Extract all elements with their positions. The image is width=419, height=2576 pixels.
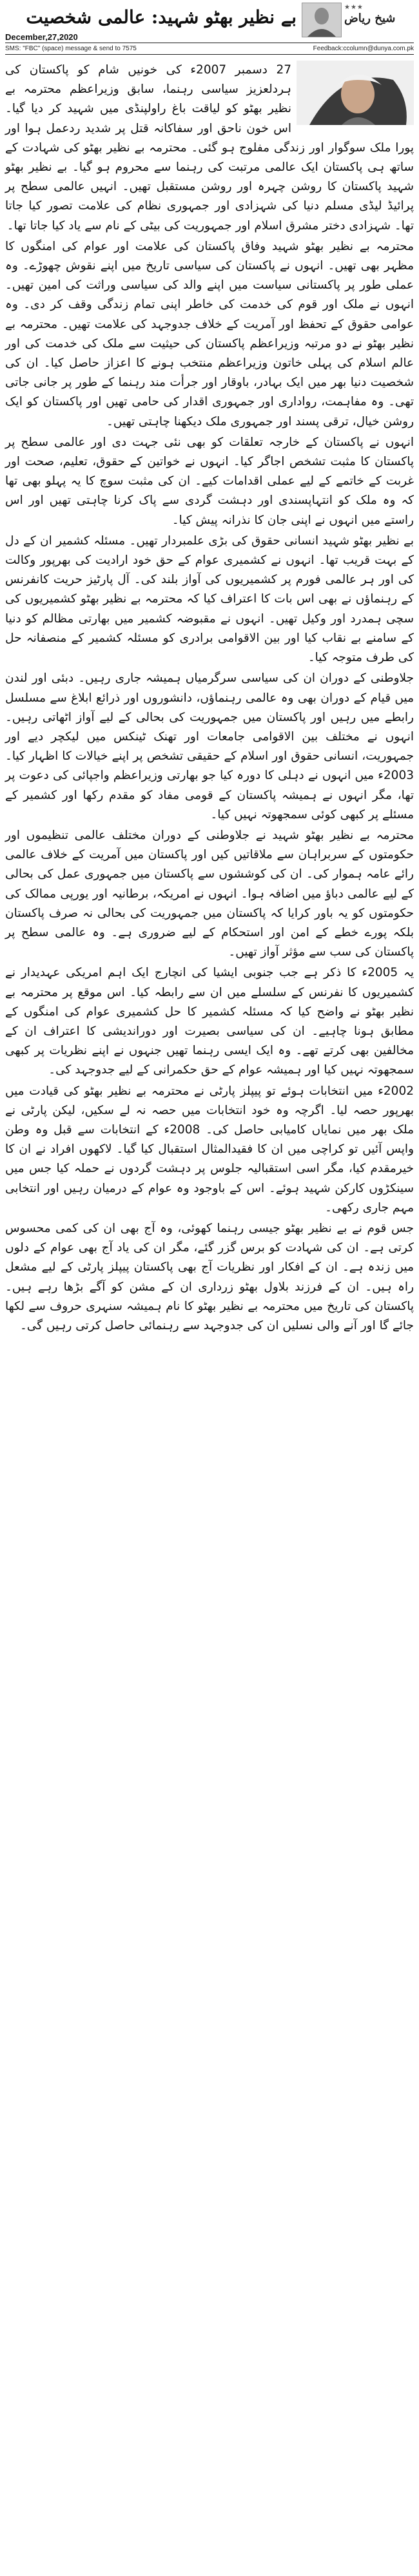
- author-photo-image: [302, 3, 341, 37]
- article-paragraph: بے نظیر بھٹو شہید انسانی حقوق کی بڑی علمبردار تھیں۔ مسئلہ کشمیر ان کے دل کے بہت قریب تھا۔ انہوں نے کشمیری عوام کے حق خود ارادیت کی بھرپور وکالت کی اور ہر عالمی فورم پر کشمیریوں کی آواز بلند کی۔ آل پارٹیز حریت کانفرنس کے رہنماؤں نے بھی اس بات کا اعتراف کیا کہ محترمہ بے نظیر بھٹو کشمیریوں کی سچی ہمدرد اور وکیل تھیں۔ انہوں نے مقبوضہ کشمیر میں بھارتی مظالم کو دنیا کے سامنے بے نقاب کیا اور بین الاقوامی برادری کو مسئلہ کشمیر کے منصفانہ حل کی طرف متوجہ کیا۔: [5, 533, 414, 665]
- article-paragraph: محترمہ بے نظیر بھٹو شہید نے جلاوطنی کے دوران مختلف عالمی تنظیموں اور حکومتوں کے سربراہان سے ملاقاتیں کیں اور پاکستان میں آمریت کے خلاف عالمی رائے عامہ ہموار کی۔ ان کی کوششوں سے پاکستان میں جمہوری عمل کی بحالی کے لیے عالمی دباؤ میں اضافہ ہوا۔ انہوں نے امریکہ، برطانیہ اور یورپی ممالک کی حکومتوں کو یہ باور کرایا کہ پاکستان میں جمہوریت کی بحالی نہ صرف پاکستان بلکہ پورے خطے کے امن اور استحکام کے لیے ضروری ہے۔ وہ عالمی سطح پر پاکستان کی سب سے مؤثر آواز تھیں۔: [5, 828, 414, 959]
- article-paragraph: 2002ء میں انتخابات ہوئے تو پیپلز پارٹی نے محترمہ بے نظیر بھٹو کی قیادت میں بھرپور حصہ لیا۔ اگرچہ وہ خود انتخابات میں حصہ نہ لے سکیں، لیکن پارٹی نے ملک بھر میں نمایاں کامیابی حاصل کی۔ 2008ء کے انتخابات سے قبل وہ وطن واپس آئیں تو کراچی میں ان کا فقیدالمثال استقبال کیا گیا۔ لاکھوں افراد نے ان کا خیرمقدم کیا، مگر اسی استقبالیہ جلوس پر دہشت گردوں نے حملہ کیا جس میں سینکڑوں کارکن شہید ہوئے۔ اس کے باوجود وہ عوام کے درمیان رہیں اور انتخابی مہم جاری رکھی۔: [5, 1084, 414, 1215]
- headline: بے نظیر بھٹو شہید: عالمی شخصیت: [26, 6, 297, 28]
- author-photo: [302, 3, 342, 37]
- sms-info: SMS: "FBC" (space) message & send to 7575: [5, 45, 137, 52]
- author-stars: ★★★: [344, 4, 364, 11]
- article-paragraph: 27 دسمبر 2007ء کی خونیں شام کو پاکستان کی ہردلعزیز سیاسی رہنما، سابق وزیراعظم محترمہ بے نظیر بھٹو کو لیاقت باغ راولپنڈی میں شہید کر دیا گیا۔ اس خون ناحق اور سفاکانہ قتل پر شدید ردعمل ہوا اور پورا ملک سوگوار اور زندگی مفلوج ہو گئی۔ محترمہ بے نظیر بھٹو کی شہادت کے ساتھ ہی پاکستان ایک عالمی مرتبت کی رہنما سے محروم ہو گیا۔ بے نظیر بھٹو شہید پاکستان کا روشن چہرہ اور روشن مستقبل تھیں۔ انہیں عالمی سطح پر پرائیڈ لیڈی مسلم دنیا کی شہزادی اور جمہوری نظام کی علامت تصور کیا جاتا تھا۔ شہزادی دختر مشرق اسلام اور جمہوریت کی بیٹی کے نام سے یاد کیا جاتا تھا۔: [5, 63, 414, 233]
- article-paragraph: یہ 2005ء کا ذکر ہے جب جنوبی ایشیا کی انچارج ایک اہم امریکی عہدیدار نے کشمیریوں کا نفرنس کے سلسلے میں ان سے رابطہ کیا۔ اس موقع پر محترمہ بے نظیر بھٹو نے واضح کیا کہ مسئلہ کشمیر کا حل کشمیری عوام کی امنگوں کے مطابق ہونا چاہیے۔ ان کی سیاسی بصیرت اور دوراندیشی کا اعتراف ان کے مخالفین بھی کرتے تھے۔ وہ ایک ایسی رہنما تھیں جنہوں نے اپنے نظریات پر کبھی سمجھوتہ نہیں کیا اور ہمیشہ عوام کے حق حکمرانی کے لیے جدوجہد کی۔: [5, 966, 414, 1077]
- feedback-email: Feedback:ccolumn@dunya.com.pk: [313, 45, 414, 52]
- photo-float-space: [291, 61, 414, 129]
- article-body: [5, 61, 414, 1337]
- article-paragraph: جس قوم نے بے نظیر بھٹو جیسی رہنما کھوئی، وہ آج بھی ان کی کمی محسوس کرتی ہے۔ ان کی شہادت کو برس گزر گئے، مگر ان کی یاد آج بھی عوام کے دلوں میں زندہ ہے۔ ان کے افکار اور نظریات آج بھی پاکستان پیپلز پارٹی کے لیے مشعل راہ ہیں۔ ان کے فرزند بلاول بھٹو زرداری ان کے مشن کو آگے بڑھا رہے ہیں۔ پاکستان کی تاریخ میں محترمہ بے نظیر بھٹو کا نام ہمیشہ سنہری حروف سے لکھا جائے گا اور آنے والی نسلیں ان کی جدوجہد سے رہنمائی حاصل کرتی رہیں گی۔: [5, 1221, 414, 1332]
- author-block: [297, 3, 416, 34]
- header-divider-bottom: [5, 54, 414, 55]
- publish-date: December,27,2020: [5, 32, 78, 42]
- article-paragraph: جلاوطنی کے دوران ان کی سیاسی سرگرمیاں ہمیشہ جاری رہیں۔ دبئی اور لندن میں قیام کے دوران بھی وہ عالمی رہنماؤں، دانشوروں اور ذرائع ابلاغ سے مسلسل رابطے میں رہیں اور پاکستان میں جمہوریت کی بحالی کے لیے آواز اٹھاتی رہیں۔ انہوں نے مختلف بین الاقوامی جامعات اور تھنک ٹینکس میں لیکچر دیے اور جمہوریت، انسانی حقوق اور اسلام کے حقیقی تشخص پر اپنے خیالات کا اظہار کیا۔ 2003ء میں انہوں نے دہلی کا دورہ کیا جو بھارتی وزیراعظم واجپائی کی دعوت پر تھا، مگر انہوں نے ہمیشہ پاکستان کے قومی مفاد کو مقدم رکھا اور کشمیر کے مسئلے پر کبھی کوئی سمجھوتہ نہیں کیا۔: [5, 671, 414, 822]
- article-paragraph: محترمہ بے نظیر بھٹو شہید وفاق پاکستان کی علامت اور عوام کی امنگوں کا مظہر بھی تھیں۔ انہوں نے پاکستان کی سیاسی تاریخ میں اپنے نقوش چھوڑے۔ وہ عملی طور پر پاکستانی سیاست میں اپنے والد کی سیاسی وراثت کی امین تھیں۔ انہوں نے ملک اور قوم کی خدمت کی خاطر اپنی تمام زندگی وقف کر دی۔ وہ عوامی حقوق کے تحفظ اور آمریت کے خلاف جدوجہد کی علامت تھیں۔ محترمہ بے نظیر بھٹو نے دو مرتبہ وزیراعظم پاکستان کی حیثیت سے ملک کی خدمت کی اور عالم اسلام کی پہلی خاتون وزیراعظم منتخب ہونے کا اعزاز حاصل کیا۔ ان کی شخصیت دنیا بھر میں ایک بہادر، باوقار اور جرأت مند رہنما کے طور پر جانی جاتی تھی۔ وہ مفاہمت، رواداری اور جمہوری اقدار کی حامی تھیں اور پاکستان کو ایک روشن خیال، ترقی پسند اور جمہوری ملک دیکھنا چاہتی تھیں۔: [5, 239, 414, 428]
- author-name: شیخ ریاض: [344, 12, 396, 25]
- article-paragraph: انہوں نے پاکستان کے خارجہ تعلقات کو بھی نئی جہت دی اور عالمی سطح پر پاکستان کا مثبت تشخص اجاگر کیا۔ انہوں نے خواتین کے حقوق، تعلیم، صحت اور غربت کے خاتمے کے لیے عملی اقدامات کیے۔ ان کی مثبت سوچ کا یہ پہلو بھی تھا کہ وہ ملک کو انتہاپسندی اور دہشت گردی سے پاک کرنا چاہتی تھیں اور اس راستے میں انہوں نے اپنی جان کا نذرانہ پیش کیا۔: [5, 435, 414, 527]
